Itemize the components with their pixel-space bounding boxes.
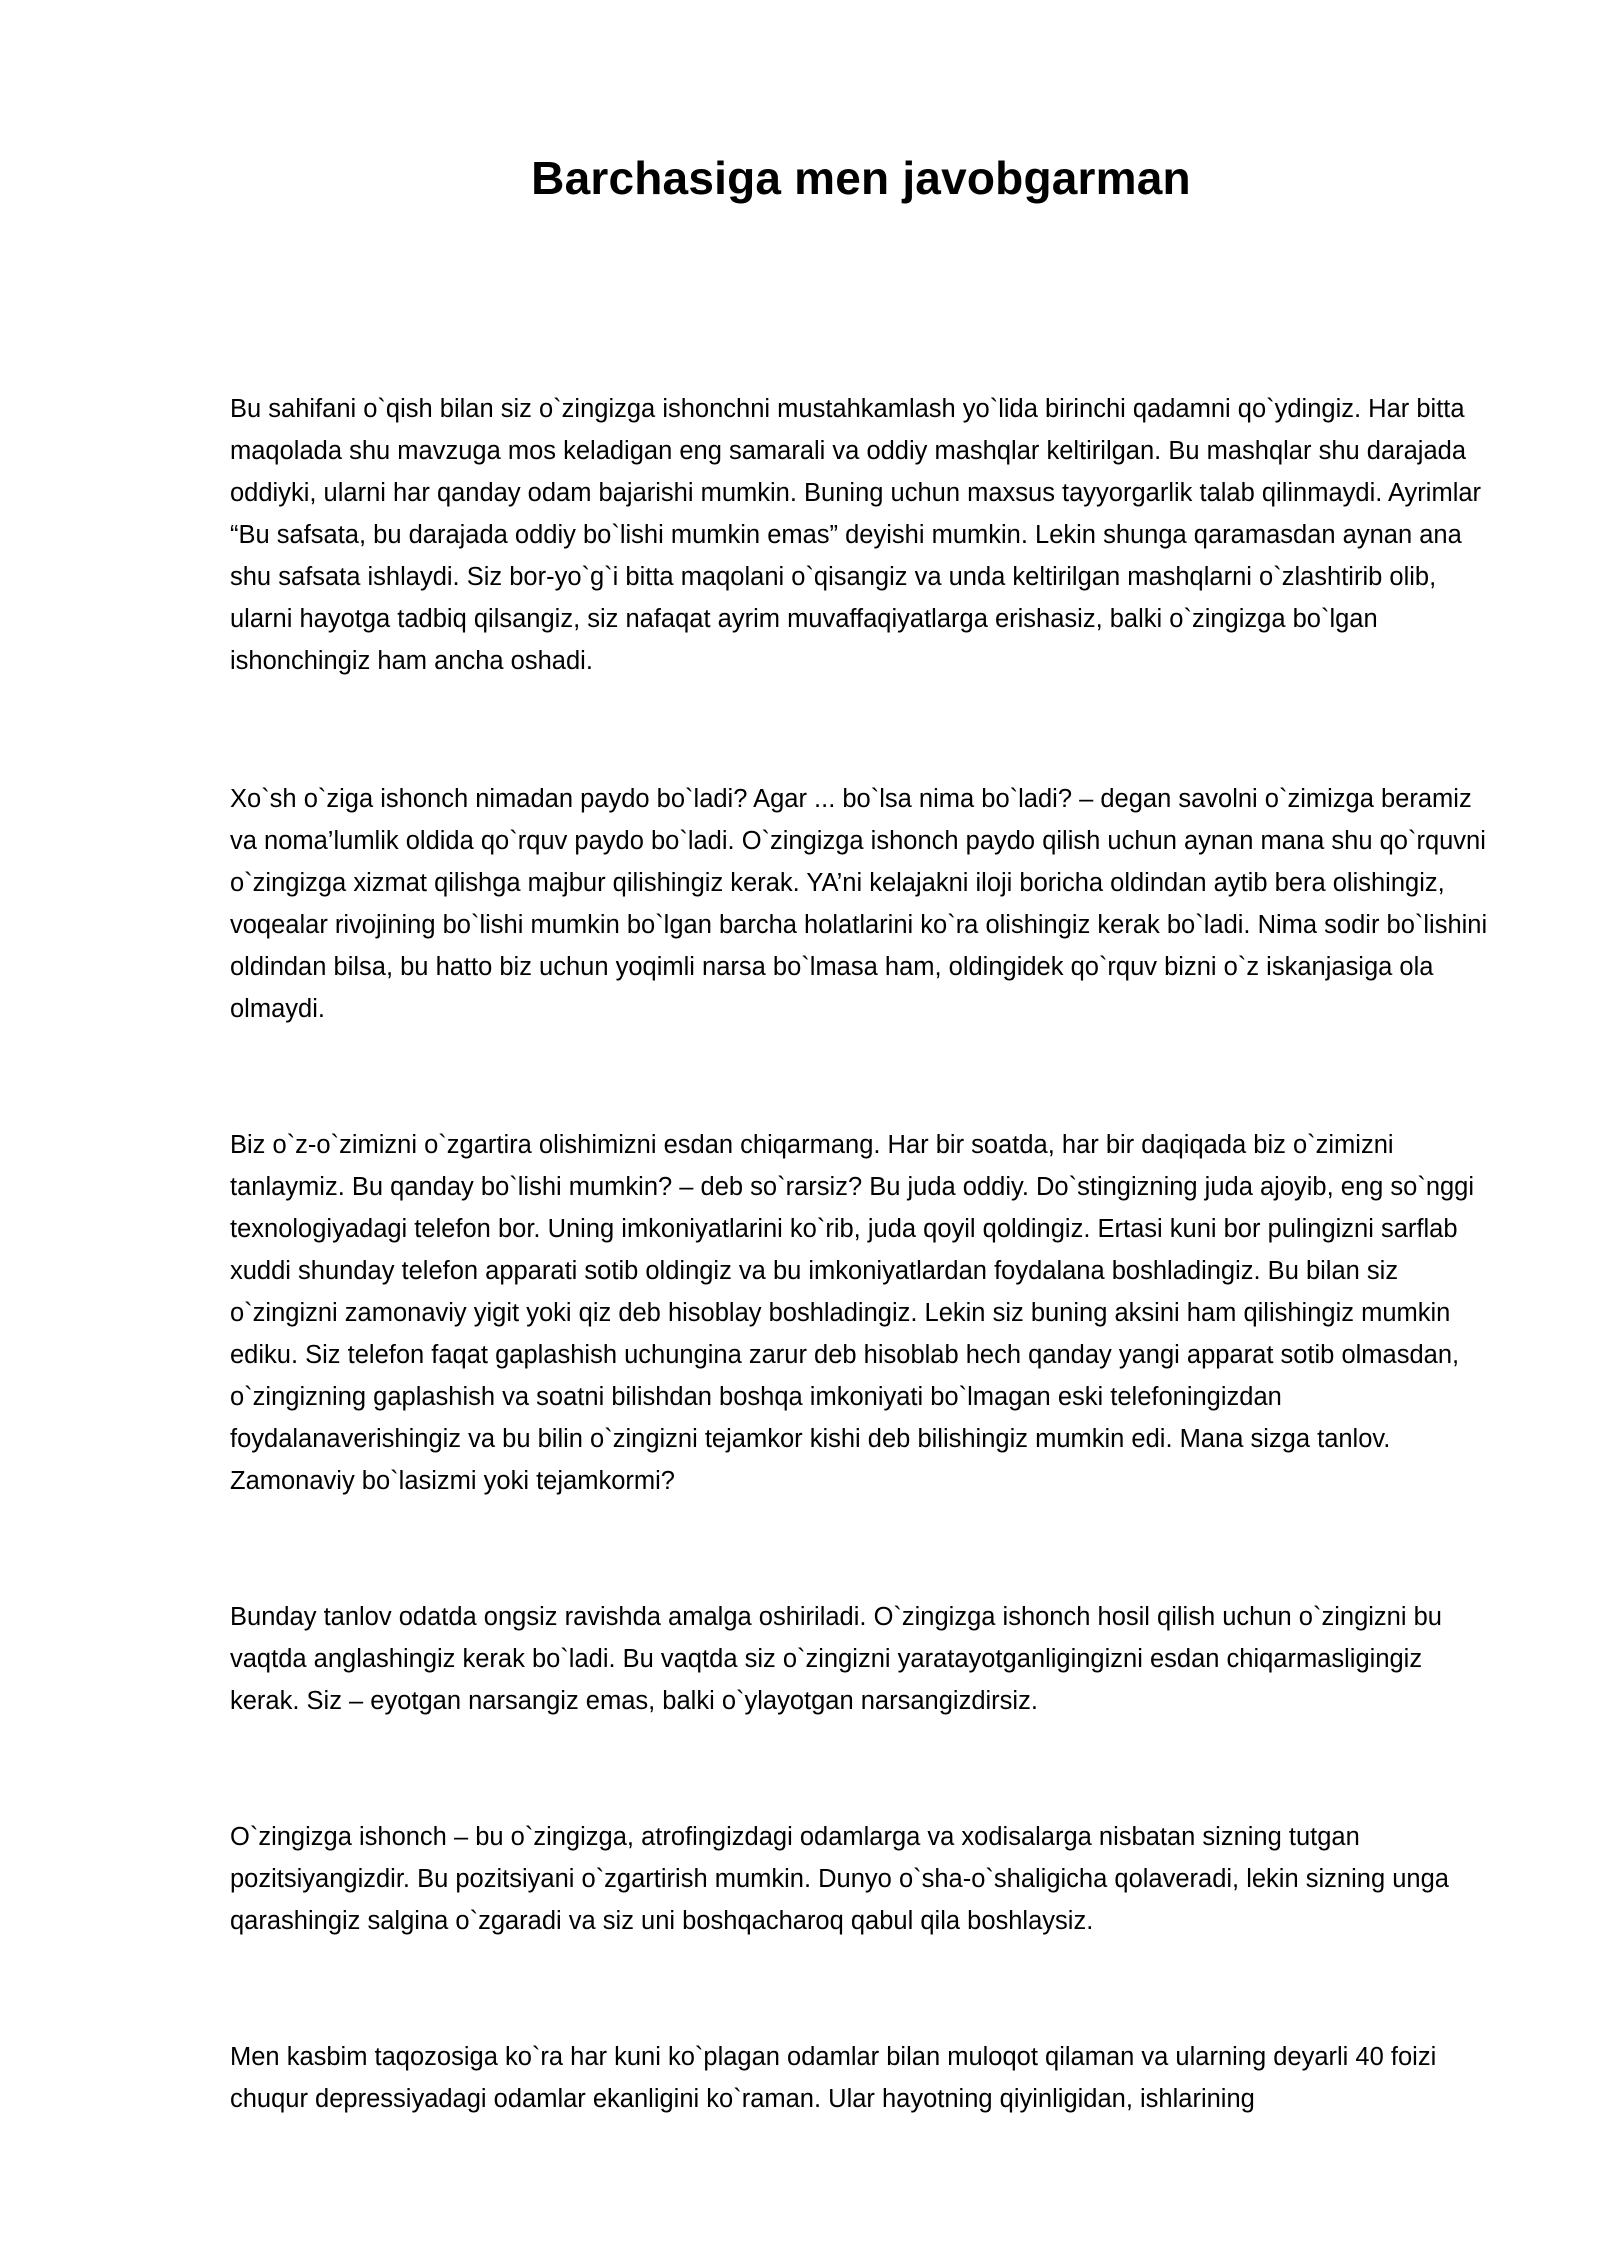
paragraph-3: Biz o`z-o`zimizni o`zgartira olishimizni esdan chiqarmang. Har bir soatda, har bir daqiqada biz o`zimizni tanlaymiz. Bu qanday bo`lishi mumkin? – deb so`rarsiz? Bu juda oddiy. Do`stingizning juda ajoyib, eng so`nggi texnologiyadagi telefon bor. Uning imkoniyatlarini ko`rib, juda qoyil qoldingiz. Ertasi kuni bor pulingizni sarflab xuddi shunday telefon apparati sotib oldingiz va bu imkoniyatlardan foydalana boshladingiz. Bu bilan siz o`zingizni zamonaviy yigit yoki qiz deb hisoblay boshladingiz. Lekin siz buning aksini ham qilishingiz mumkin ediku. Siz telefon faqat gaplashish uchungina zarur deb hisoblab hech qanday yangi apparat sotib olmasdan, o`zingizning gaplashish va soatni bilishdan boshqa imkoniyati bo`lmagan eski telefoningizdan foydalanaverishingiz va bu bilin o`zingizni tejamkor kishi deb bilishingiz mumkin edi. Mana sizga tanlov. Zamonaviy bo`lasizmi yoki tejamkormi? <box>230 1131 1475 1495</box>
paragraph-6: Men kasbim taqozosiga ko`ra har kuni ko`plagan odamlar bilan muloqot qilaman va ularning deyarli 40 foizi chuqur depressiyadagi odamlar ekanligini ko`raman. Ular hayotning qiyinligidan, ishlarining <box>230 2043 1437 2113</box>
page-title: Barchasiga men javobgarman <box>531 152 1191 204</box>
paragraph-5: O`zingizga ishonch – bu o`zingizga, atrofingizdagi odamlarga va xodisalarga nisbatan sizning tutgan pozitsiyangizdir. Bu pozitsiyani o`zgartirish mumkin. Dunyo o`sha-o`shaligicha qolaveradi, lekin sizning unga qarashingiz salgina o`zgaradi va siz uni boshqacharoq qabul qila boshlaysiz. <box>230 1823 1449 1935</box>
paragraph-2: Xo`sh o`ziga ishonch nimadan paydo bo`ladi? Agar ... bo`lsa nima bo`ladi? – degan savolni o`zimizga beramiz va noma’lumlik oldida qo`rquv paydo bo`ladi. O`zingizga ishonch paydo qilish uchun aynan mana shu qo`rquvni o`zingizga xizmat qilishga majbur qilishingiz kerak. YA’ni kelajakni iloji boricha oldindan aytib bera olishingiz, voqealar rivojining bo`lishi mumkin bo`lgan barcha holatlarini ko`ra olishingiz kerak bo`ladi. Nima sodir bo`lishini oldindan bilsa, bu hatto biz uchun yoqimli narsa bo`lmasa ham, oldingidek qo`rquv bizni o`z iskanjasiga ola olmaydi. <box>230 785 1488 1023</box>
paragraph-4: Bunday tanlov odatda ongsiz ravishda amalga oshiriladi. O`zingizga ishonch hosil qilish uchun o`zingizni bu vaqtda anglashingiz kerak bo`ladi. Bu vaqtda siz o`zingizni yaratayotganligingizni esdan chiqarmasligingiz kerak. Siz – eyotgan narsangiz emas, balki o`ylayotgan narsangizdirsiz. <box>230 1603 1442 1715</box>
paragraph-1: Bu sahifani o`qish bilan siz o`zingizga ishonchni mustahkamlash yo`lida birinchi qadamni qo`ydingiz. Har bitta maqolada shu mavzuga mos keladigan eng samarali va oddiy mashqlar keltirilgan. Bu mashqlar shu darajada oddiyki, ularni har qanday odam bajarishi mumkin. Buning uchun maxsus tayyorgarlik talab qilinmaydi. Ayrimlar “Bu safsata, bu darajada oddiy bo`lishi mumkin emas” deyishi mumkin. Lekin shunga qaramasdan aynan ana shu safsata ishlaydi. Siz bor-yo`g`i bitta maqolani o`qisangiz va unda keltirilgan mashqlarni o`zlashtirib olib, ularni hayotga tadbiq qilsangiz, siz nafaqat ayrim muvaffaqiyatlarga erishasiz, balki o`zingizga bo`lgan ishonchingiz ham ancha oshadi. <box>230 395 1482 675</box>
